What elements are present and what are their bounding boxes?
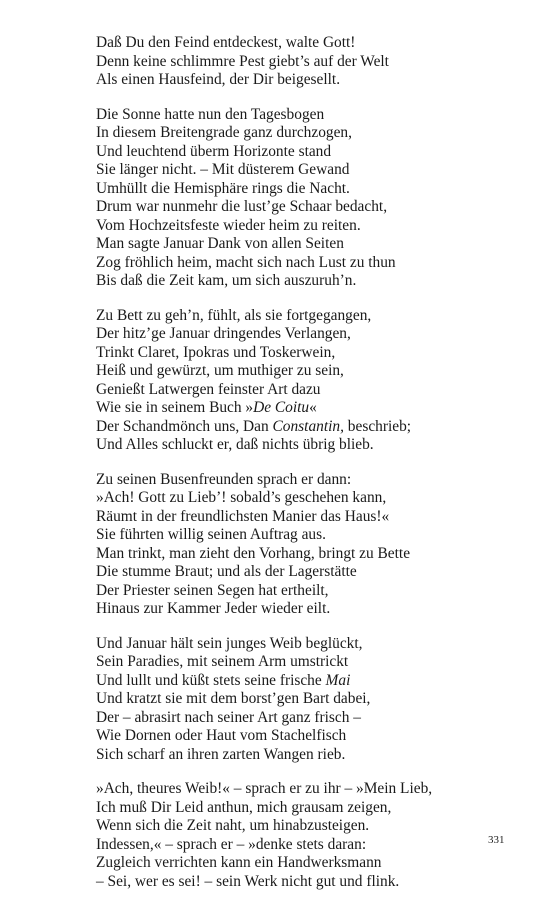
- text-segment: Denn keine schlimmre Pest giebt’s auf der Welt: [96, 52, 389, 70]
- verse-line: [96, 799, 516, 818]
- verse-line: [96, 582, 516, 601]
- text-segment: Sie länger nicht. – Mit düsterem Gewand: [96, 161, 350, 178]
- text-segment: Ich muß Dir Leid anthun, mich grausam zeigen,: [96, 798, 392, 816]
- text-segment: Wenn sich die Zeit naht, um hinabzusteigen.: [96, 817, 370, 834]
- text-segment: Bis daß die Zeit kam, um sich auszuruh’n.: [96, 272, 357, 289]
- text-segment: »Ach, theures Weib!« – sprach er zu ihr – »Mein Lieb,: [96, 780, 433, 797]
- verse-line: [96, 436, 516, 455]
- verse-line: [96, 780, 516, 799]
- verse-line: [96, 124, 516, 143]
- page-number: 331: [488, 834, 505, 846]
- verse-line: [96, 235, 516, 254]
- verse-line: [96, 600, 516, 619]
- text-segment: Und Alles schluckt er, daß nichts übrig blieb.: [96, 436, 374, 453]
- verse-line: [96, 254, 516, 273]
- verse-line: [96, 399, 516, 418]
- text-segment: Heiß und gewürzt, um muthiger zu sein,: [96, 362, 344, 379]
- verse-line: [96, 34, 516, 53]
- text-segment: Daß Du den Feind entdeckest, walte Gott!: [96, 34, 356, 51]
- text-segment: Der hitz’ge Januar dringendes Verlangen,: [96, 325, 351, 342]
- italic-text: De Coitu: [253, 399, 310, 416]
- verse-line: [96, 508, 516, 527]
- text-segment: Wie Dornen oder Haut vom Stachelfisch: [96, 727, 347, 744]
- text-segment: Indessen,« – sprach er – »denke stets daran:: [96, 835, 367, 853]
- verse-line: [96, 53, 516, 72]
- stanza: [96, 34, 516, 90]
- stanza: [96, 780, 516, 891]
- stanza: [96, 307, 516, 455]
- verse-line: [96, 746, 516, 765]
- verse-line: [96, 836, 516, 855]
- text-segment: Zog fröhlich heim, macht sich nach Lust zu thun: [96, 253, 396, 271]
- verse-line: [96, 817, 516, 836]
- text-segment: Vom Hochzeitsfeste wieder heim zu reiten.: [96, 216, 361, 234]
- verse-line: [96, 854, 516, 873]
- text-segment: Und kratzt sie mit dem borst’gen Bart dabei,: [96, 690, 371, 707]
- text-segment: Die Sonne hatte nun den Tagesbogen: [96, 105, 325, 123]
- text-segment: Zu seinen Busenfreunden sprach er dann:: [96, 470, 352, 488]
- stanza: [96, 471, 516, 619]
- verse-line: [96, 307, 516, 326]
- text-segment: Zugleich verrichten kann ein Handwerksmann: [96, 854, 382, 871]
- verse-line: [96, 143, 516, 162]
- verse-line: [96, 563, 516, 582]
- text-segment: Und leuchtend überm Horizonte stand: [96, 142, 332, 160]
- text-segment: Man trinkt, man zieht den Vorhang, bringt zu Bette: [96, 544, 411, 562]
- verse-line: [96, 635, 516, 654]
- text-segment: Wie sie in seinem Buch »: [96, 399, 254, 416]
- verse-line: [96, 526, 516, 545]
- text-segment: Sie führten willig seinen Auftrag aus.: [96, 526, 326, 543]
- text-segment: Der – abrasirt nach seiner Art ganz frisch –: [96, 708, 361, 726]
- text-segment: Der Schandmönch uns, Dan: [96, 417, 273, 435]
- verse-line: [96, 653, 516, 672]
- text-segment: Drum war nunmehr die lust’ge Schaar bedacht,: [96, 198, 388, 215]
- text-segment: Trinkt Claret, Ipokras und Toskerwein,: [96, 343, 336, 361]
- text-segment: Umhüllt die Hemisphäre rings die Nacht.: [96, 179, 350, 197]
- verse-line: [96, 727, 516, 746]
- verse-line: [96, 489, 516, 508]
- text-segment: Sein Paradies, mit seinem Arm umstrickt: [96, 653, 349, 670]
- verse-line: [96, 381, 516, 400]
- verse-line: [96, 272, 516, 291]
- verse-line: [96, 545, 516, 564]
- text-segment: Man sagte Januar Dank von allen Seiten: [96, 235, 344, 252]
- text-segment: Genießt Latwergen feinster Art dazu: [96, 380, 321, 398]
- verse-line: [96, 709, 516, 728]
- text-segment: «: [309, 399, 317, 416]
- verse-line: [96, 198, 516, 217]
- italic-text: Constantin,: [272, 417, 344, 435]
- verse-line: [96, 71, 516, 90]
- text-segment: Hinaus zur Kammer Jeder wieder eilt.: [96, 600, 331, 617]
- text-segment: – Sei, wer es sei! – sein Werk nicht gut und flink.: [96, 872, 400, 890]
- text-segment: beschrieb;: [343, 417, 412, 435]
- verse-line: [96, 471, 516, 490]
- text-segment: Der Priester seinen Segen hat ertheilt,: [96, 581, 329, 599]
- stanza: [96, 635, 516, 765]
- verse-line: [96, 362, 516, 381]
- text-segment: Räumt in der freundlichsten Manier das Haus!«: [96, 507, 390, 525]
- verse-line: [96, 873, 516, 892]
- verse-line: [96, 106, 516, 125]
- verse-line: [96, 217, 516, 236]
- verse-line: [96, 344, 516, 363]
- text-segment: »Ach! Gott zu Lieb’! sobald’s geschehen kann,: [96, 489, 387, 506]
- text-segment: Die stumme Braut; und als der Lagerstätte: [96, 563, 357, 580]
- text-segment: Und lullt und küßt stets seine frische: [96, 671, 326, 689]
- verse-line: [96, 161, 516, 180]
- italic-text: Mai: [325, 671, 351, 689]
- text-segment: Als einen Hausfeind, der Dir beigesellt.: [96, 71, 341, 88]
- text-segment: In diesem Breitengrade ganz durchzogen,: [96, 124, 352, 141]
- text-segment: Zu Bett zu geh’n, fühlt, als sie fortgegangen,: [96, 306, 372, 324]
- verse-line: [96, 672, 516, 691]
- poem-text: [96, 34, 516, 907]
- text-segment: Und Januar hält sein junges Weib beglückt,: [96, 634, 363, 652]
- stanza: [96, 106, 516, 291]
- verse-line: [96, 325, 516, 344]
- verse-line: [96, 690, 516, 709]
- text-segment: Sich scharf an ihren zarten Wangen rieb.: [96, 745, 346, 763]
- verse-line: [96, 418, 516, 437]
- verse-line: [96, 180, 516, 199]
